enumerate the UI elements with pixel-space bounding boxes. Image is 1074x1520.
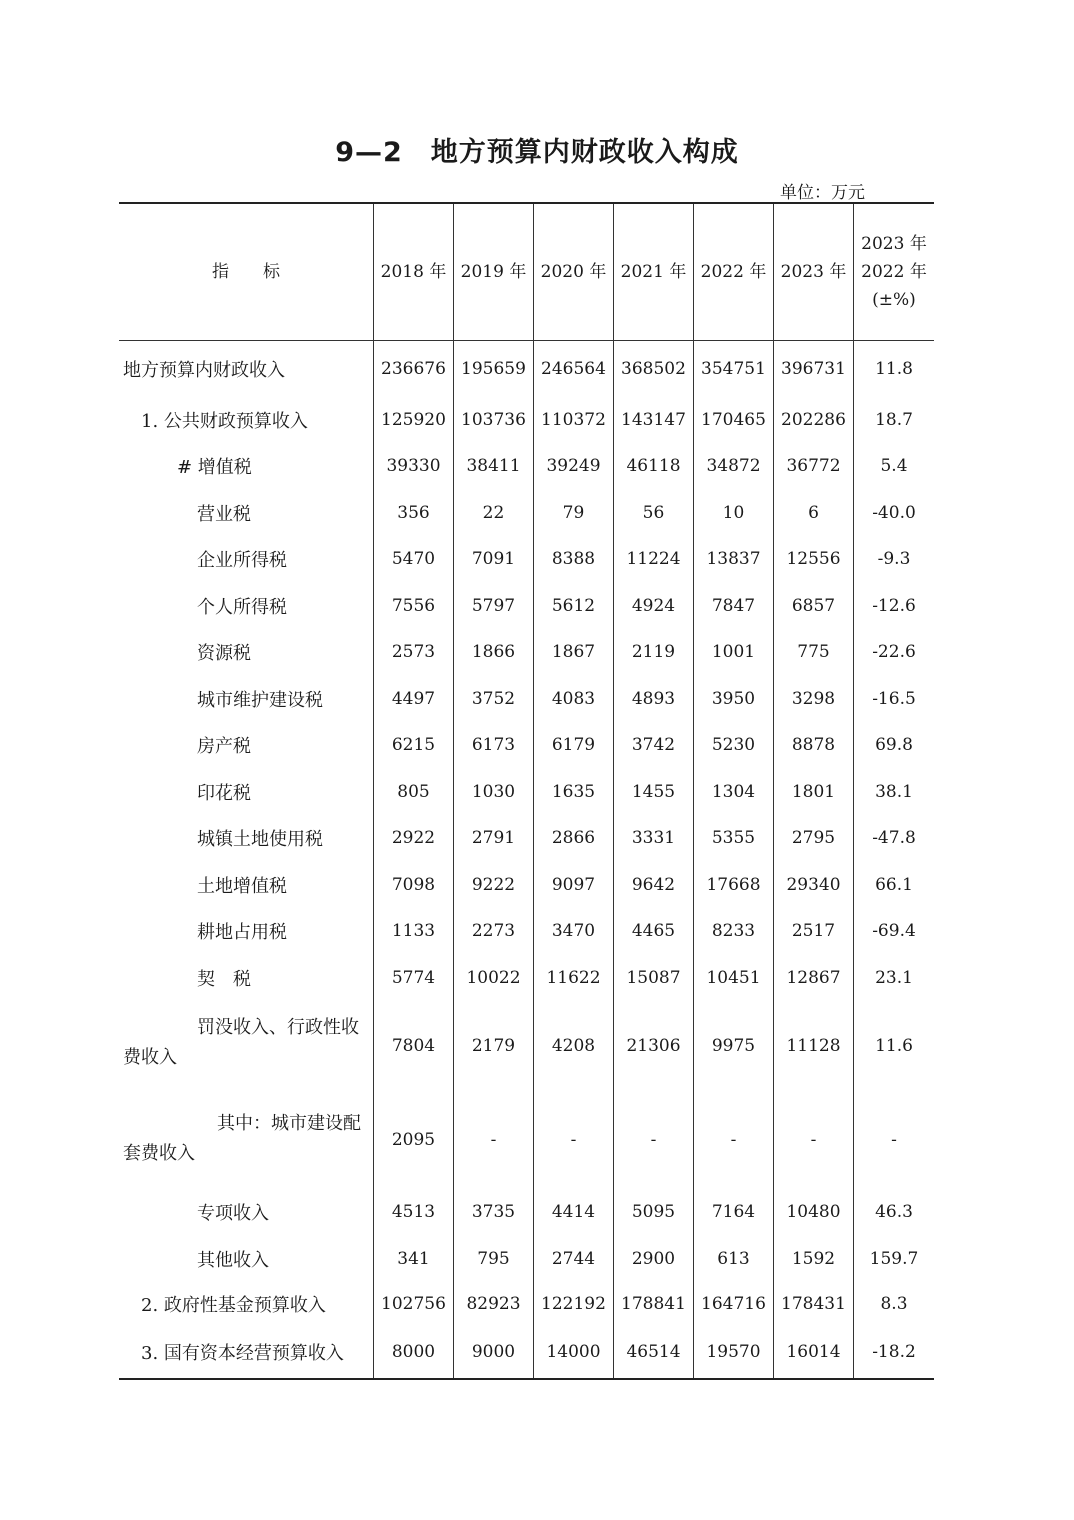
- change-cell: 11.8: [853, 341, 934, 396]
- change-cell: -: [853, 1091, 934, 1189]
- row-label-text: 营业税: [197, 503, 251, 525]
- table-row: [119, 1091, 934, 1189]
- value-cell: -: [613, 1091, 693, 1189]
- value-cell: 368502: [613, 341, 693, 396]
- row-label-text: 城市维护建设税: [197, 689, 323, 711]
- row-label-line2: 套费收入: [123, 1143, 195, 1164]
- value-cell: 4083: [533, 675, 613, 722]
- change-cell: -12.6: [853, 582, 934, 629]
- value-cell: 56: [613, 489, 693, 536]
- value-cell: 46118: [613, 443, 693, 489]
- row-label: [119, 1189, 373, 1235]
- table-row: [119, 582, 934, 629]
- row-label: [119, 675, 373, 722]
- value-cell: 2179: [453, 1001, 533, 1091]
- value-cell: 1304: [693, 768, 773, 815]
- value-cell: 125920: [373, 396, 453, 443]
- value-cell: 4513: [373, 1189, 453, 1235]
- change-cell: 5.4: [853, 443, 934, 489]
- value-cell: 6215: [373, 722, 453, 768]
- row-label: [119, 443, 373, 489]
- row-label-text: 资源税: [197, 643, 251, 664]
- change-cell: 23.1: [853, 954, 934, 1001]
- row-label: [119, 861, 373, 908]
- change-cell: 69.8: [853, 722, 934, 768]
- change-cell: 18.7: [853, 396, 934, 443]
- value-cell: 29340: [773, 861, 853, 908]
- value-cell: 17668: [693, 861, 773, 908]
- row-label: [119, 908, 373, 954]
- row-label-text: 企业所得税: [197, 550, 287, 571]
- row-label: [119, 815, 373, 861]
- table-row: [119, 908, 934, 954]
- change-cell: 159.7: [853, 1235, 934, 1282]
- value-cell: 5612: [533, 582, 613, 629]
- value-cell: 7804: [373, 1001, 453, 1091]
- value-cell: 122192: [533, 1282, 613, 1326]
- header-change-line2: 2022 年: [861, 262, 927, 282]
- table-row: [119, 629, 934, 675]
- row-label: [119, 1001, 373, 1091]
- table-row: [119, 954, 934, 1001]
- value-cell: 7091: [453, 536, 533, 582]
- value-cell: -: [693, 1091, 773, 1189]
- table-row: [119, 768, 934, 815]
- value-cell: 6: [773, 489, 853, 536]
- value-cell: 1801: [773, 768, 853, 815]
- value-cell: 11224: [613, 536, 693, 582]
- table-row: [119, 443, 934, 489]
- revenue-table: [119, 202, 934, 1380]
- value-cell: 2866: [533, 815, 613, 861]
- header-change: [853, 204, 934, 340]
- change-cell: -16.5: [853, 675, 934, 722]
- row-label-line2: 费收入: [123, 1047, 177, 1068]
- value-cell: 15087: [613, 954, 693, 1001]
- table-row: [119, 536, 934, 582]
- row-label: [119, 1235, 373, 1282]
- change-cell: -40.0: [853, 489, 934, 536]
- value-cell: 2922: [373, 815, 453, 861]
- row-label: [119, 536, 373, 582]
- table-header: [119, 204, 934, 341]
- value-cell: 1866: [453, 629, 533, 675]
- value-cell: 103736: [453, 396, 533, 443]
- value-cell: 79: [533, 489, 613, 536]
- value-cell: 613: [693, 1235, 773, 1282]
- row-label: [119, 396, 373, 443]
- value-cell: 236676: [373, 341, 453, 396]
- row-label-text: 个人所得税: [197, 596, 287, 618]
- value-cell: 1635: [533, 768, 613, 815]
- value-cell: 1133: [373, 908, 453, 954]
- row-label-line1: 罚没收入、行政性收: [197, 1017, 359, 1038]
- value-cell: 4497: [373, 675, 453, 722]
- value-cell: 8878: [773, 722, 853, 768]
- value-cell: -: [533, 1091, 613, 1189]
- row-label: [119, 341, 373, 396]
- value-cell: 2791: [453, 815, 533, 861]
- value-cell: 12867: [773, 954, 853, 1001]
- value-cell: 7556: [373, 582, 453, 629]
- value-cell: 11128: [773, 1001, 853, 1091]
- value-cell: 2517: [773, 908, 853, 954]
- value-cell: 3298: [773, 675, 853, 722]
- value-cell: 3735: [453, 1189, 533, 1235]
- value-cell: 10: [693, 489, 773, 536]
- value-cell: 178431: [773, 1282, 853, 1326]
- value-cell: 38411: [453, 443, 533, 489]
- table-row: [119, 1326, 934, 1378]
- value-cell: 4893: [613, 675, 693, 722]
- row-label-text: 契 税: [197, 968, 251, 990]
- value-cell: 1867: [533, 629, 613, 675]
- row-label: [119, 489, 373, 536]
- value-cell: 5797: [453, 582, 533, 629]
- row-label-text: 耕地占用税: [197, 922, 287, 943]
- row-label-text: 印花税: [197, 782, 251, 804]
- header-indicator: 指 标: [212, 262, 280, 282]
- value-cell: 12556: [773, 536, 853, 582]
- header-year-2020: 2020 年: [533, 204, 613, 340]
- value-cell: 164716: [693, 1282, 773, 1326]
- value-cell: 2095: [373, 1091, 453, 1189]
- value-cell: 5095: [613, 1189, 693, 1235]
- value-cell: 1592: [773, 1235, 853, 1282]
- value-cell: 36772: [773, 443, 853, 489]
- header-year-2021: 2021 年: [613, 204, 693, 340]
- row-label: [119, 954, 373, 1001]
- header-year-2018: 2018 年: [373, 204, 453, 340]
- value-cell: 19570: [693, 1326, 773, 1378]
- row-label-text: 专项收入: [197, 1203, 269, 1224]
- value-cell: 246564: [533, 341, 613, 396]
- table-row: [119, 1235, 934, 1282]
- row-label-text: 地方预算内财政收入: [123, 359, 285, 381]
- table-row: [119, 815, 934, 861]
- value-cell: 22: [453, 489, 533, 536]
- value-cell: 5470: [373, 536, 453, 582]
- row-label-text: 1. 公共财政预算收入: [141, 410, 308, 432]
- value-cell: 46514: [613, 1326, 693, 1378]
- value-cell: 341: [373, 1235, 453, 1282]
- value-cell: 202286: [773, 396, 853, 443]
- table-row: [119, 861, 934, 908]
- value-cell: 8000: [373, 1326, 453, 1378]
- row-label-text: 土地增值税: [197, 875, 287, 897]
- value-cell: 9097: [533, 861, 613, 908]
- value-cell: 3950: [693, 675, 773, 722]
- value-cell: 356: [373, 489, 453, 536]
- value-cell: 2744: [533, 1235, 613, 1282]
- value-cell: 178841: [613, 1282, 693, 1326]
- value-cell: -: [773, 1091, 853, 1189]
- value-cell: 2119: [613, 629, 693, 675]
- value-cell: 3470: [533, 908, 613, 954]
- value-cell: 3752: [453, 675, 533, 722]
- value-cell: 143147: [613, 396, 693, 443]
- unit-label: 单位：万元: [780, 183, 865, 203]
- header-year-2023: 2023 年: [773, 204, 853, 340]
- change-cell: -22.6: [853, 629, 934, 675]
- value-cell: 8388: [533, 536, 613, 582]
- header-change-line3: (±%): [872, 290, 916, 310]
- value-cell: -: [453, 1091, 533, 1189]
- value-cell: 2273: [453, 908, 533, 954]
- value-cell: 110372: [533, 396, 613, 443]
- row-label-text: 其他收入: [197, 1249, 269, 1271]
- change-cell: -9.3: [853, 536, 934, 582]
- table-row: [119, 489, 934, 536]
- value-cell: 354751: [693, 341, 773, 396]
- value-cell: 5230: [693, 722, 773, 768]
- value-cell: 3331: [613, 815, 693, 861]
- value-cell: 6179: [533, 722, 613, 768]
- table-row: [119, 396, 934, 443]
- page-title: 9—2 地方预算内财政收入构成: [335, 137, 739, 168]
- value-cell: 6173: [453, 722, 533, 768]
- value-cell: 2795: [773, 815, 853, 861]
- value-cell: 775: [773, 629, 853, 675]
- change-cell: -18.2: [853, 1326, 934, 1378]
- value-cell: 5355: [693, 815, 773, 861]
- value-cell: 34872: [693, 443, 773, 489]
- value-cell: 2900: [613, 1235, 693, 1282]
- value-cell: 795: [453, 1235, 533, 1282]
- value-cell: 4465: [613, 908, 693, 954]
- row-label: [119, 1282, 373, 1326]
- value-cell: 39330: [373, 443, 453, 489]
- value-cell: 82923: [453, 1282, 533, 1326]
- row-label: [119, 768, 373, 815]
- row-label: [119, 629, 373, 675]
- value-cell: 39249: [533, 443, 613, 489]
- value-cell: 10480: [773, 1189, 853, 1235]
- header-change-line1: 2023 年: [861, 234, 927, 254]
- value-cell: 8233: [693, 908, 773, 954]
- value-cell: 11622: [533, 954, 613, 1001]
- value-cell: 4414: [533, 1189, 613, 1235]
- value-cell: 9222: [453, 861, 533, 908]
- value-cell: 13837: [693, 536, 773, 582]
- row-label-text: 房产税: [197, 736, 251, 757]
- row-label: [119, 582, 373, 629]
- row-label: [119, 722, 373, 768]
- value-cell: 7098: [373, 861, 453, 908]
- value-cell: 7164: [693, 1189, 773, 1235]
- value-cell: 5774: [373, 954, 453, 1001]
- row-label: [119, 1326, 373, 1378]
- value-cell: 1455: [613, 768, 693, 815]
- value-cell: 9000: [453, 1326, 533, 1378]
- row-label-line1: 其中：城市建设配: [217, 1113, 361, 1134]
- row-label: [119, 1091, 373, 1189]
- value-cell: 2573: [373, 629, 453, 675]
- value-cell: 805: [373, 768, 453, 815]
- table-row: [119, 675, 934, 722]
- change-cell: 11.6: [853, 1001, 934, 1091]
- header-year-2019: 2019 年: [453, 204, 533, 340]
- value-cell: 396731: [773, 341, 853, 396]
- row-label-text: 2. 政府性基金预算收入: [141, 1295, 326, 1316]
- row-label-text: 3. 国有资本经营预算收入: [141, 1343, 344, 1364]
- table-body: [119, 341, 934, 1378]
- value-cell: 14000: [533, 1326, 613, 1378]
- change-cell: 38.1: [853, 768, 934, 815]
- value-cell: 9975: [693, 1001, 773, 1091]
- value-cell: 195659: [453, 341, 533, 396]
- value-cell: 7847: [693, 582, 773, 629]
- header-year-2022: 2022 年: [693, 204, 773, 340]
- value-cell: 4924: [613, 582, 693, 629]
- value-cell: 16014: [773, 1326, 853, 1378]
- table-row: [119, 1001, 934, 1091]
- value-cell: 4208: [533, 1001, 613, 1091]
- table-row: [119, 1282, 934, 1326]
- row-label-text: # 增值税: [177, 457, 252, 478]
- value-cell: 3742: [613, 722, 693, 768]
- value-cell: 6857: [773, 582, 853, 629]
- change-cell: 46.3: [853, 1189, 934, 1235]
- value-cell: 102756: [373, 1282, 453, 1326]
- value-cell: 170465: [693, 396, 773, 443]
- change-cell: -69.4: [853, 908, 934, 954]
- value-cell: 1001: [693, 629, 773, 675]
- value-cell: 9642: [613, 861, 693, 908]
- table-row: [119, 1189, 934, 1235]
- row-label-text: 城镇土地使用税: [197, 829, 323, 850]
- change-cell: -47.8: [853, 815, 934, 861]
- value-cell: 1030: [453, 768, 533, 815]
- value-cell: 10022: [453, 954, 533, 1001]
- change-cell: 8.3: [853, 1282, 934, 1326]
- change-cell: 66.1: [853, 861, 934, 908]
- value-cell: 10451: [693, 954, 773, 1001]
- table-row: [119, 722, 934, 768]
- table-row: [119, 341, 934, 396]
- value-cell: 21306: [613, 1001, 693, 1091]
